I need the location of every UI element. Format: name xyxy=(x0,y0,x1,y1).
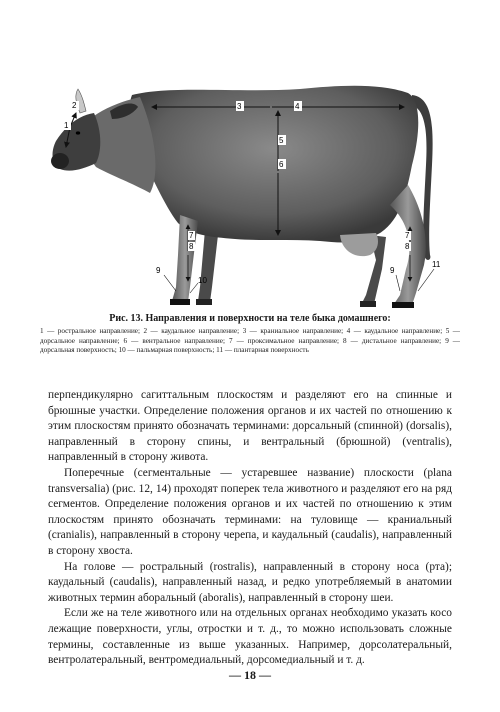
main-text xyxy=(48,388,452,669)
figure-label: 9 xyxy=(390,266,395,275)
cow-eye xyxy=(76,131,80,134)
figure-label: 6 xyxy=(279,160,284,169)
figure-label: 4 xyxy=(295,102,300,111)
page-number: — 18 — xyxy=(229,668,271,682)
figure-label: 1 xyxy=(64,121,69,130)
cow-near-front-leg xyxy=(172,215,198,302)
figure-label: 7 xyxy=(189,231,194,240)
cow-hoof xyxy=(392,302,414,308)
cow-illustration xyxy=(40,55,460,310)
cow-hoof xyxy=(360,301,376,307)
cow-figure xyxy=(40,55,460,310)
figure-label: 10 xyxy=(198,276,207,285)
figure-label: 2 xyxy=(72,101,77,110)
figure-label: 11 xyxy=(432,260,441,269)
cow-muzzle xyxy=(51,153,69,169)
cow-hoof xyxy=(196,299,212,305)
figure-caption-title: Рис. 13. Направления и поверхности на теле быка домашнего: xyxy=(109,313,391,324)
paragraph: Поперечные (сегментальные — устаревшее название) плоскости (plana transversalia) (рис. 12, 14) проходят поперек тела животного и разделяют его на ряд сегментов. Определение положения органов и их частей по отношению к этим плоскостям принято обозначать терминами: на туловище — краниальный (cranialis), направленный в сторону черепа, и каудальный (caudalis), направленный в сторону хвоста. xyxy=(48,466,452,557)
cow-hoof xyxy=(170,299,190,305)
paragraph: Если же на теле животного или на отдельных органах необходимо указать косо лежащие поверхности, углы, отростки и т. д., то можно использовать сложные термины, составленные из выше указанных. Например, дорсолатеральный, вентролатеральный, вентромедиальный, дорсомедиальный и т. д. xyxy=(48,607,452,667)
paragraph: На голове — ростральный (rostralis), направленный в сторону носа (рта); каудальный (caudalis), направленный назад, и редко употребляемый в анатомии животных термин аборальный (aboralis), направленный в сторону шеи. xyxy=(48,560,452,604)
figure-label: 8 xyxy=(189,242,194,251)
figure-label: 9 xyxy=(156,266,161,275)
figure-label: 8 xyxy=(405,242,410,251)
figure-label: 7 xyxy=(405,231,410,240)
paragraph: перпендикулярно сагиттальным плоскостям и разделяют его на спинные и брюшные участки. Определение положения органов и их частей по отношению к этим плоскостям принято обозначать терминами: дорсальный (спинной) (dorsalis), направленный в сторону спины, и вентральный (брюшной) (ventralis), направленный в сторону живота. xyxy=(48,389,452,464)
figure-label: 3 xyxy=(237,102,242,111)
cow-body xyxy=(128,86,418,243)
cow-udder xyxy=(340,233,378,256)
figure-label: 5 xyxy=(279,136,284,145)
figure-caption-body: 1 — ростральное направление; 2 — каудальное направление; 3 — краниальное направление; 4 — каудальное направление; 5 — дорсальное направление; 6 — вентральное направление; 7 — проксимальное направление; 8 — дистальное направление; 9 — дорсальная поверхность; 10 — пальмарная поверхность; 11 — плантарная поверхность xyxy=(40,327,460,355)
cow-far-front-leg xyxy=(198,230,218,302)
